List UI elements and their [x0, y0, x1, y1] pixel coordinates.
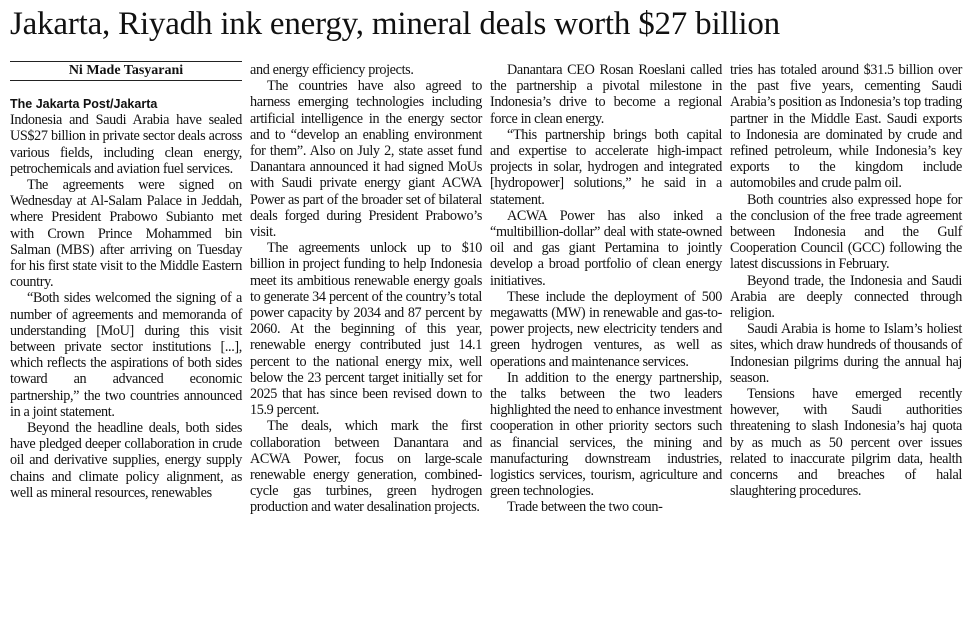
article-paragraph: These include the deployment of 500 megawatts (MW) in renewable and gas-to-power projects, new electricity tenders and green hydrogen ventures, as well as operations and maintenance services.	[490, 288, 722, 370]
article-paragraph: Tensions have emerged recently however, with Saudi authorities threatening to slash Indonesia’s haj quota by as much as 50 percent over issues related to inaccurate pilgrim data, health concerns and breaches of halal slaughtering procedures.	[730, 386, 962, 500]
byline-top-rule	[10, 61, 242, 62]
article-paragraph: ACWA Power has also inked a “multibillion-dollar” deal with state-owned oil and gas giant Pertamina to jointly develop a broad portfolio of clean energy initiatives.	[490, 207, 722, 289]
byline: Ni Made Tasyarani	[68, 63, 184, 78]
article-column-3	[490, 62, 722, 516]
article-column-2	[250, 62, 482, 516]
article-paragraph: Beyond trade, the Indonesia and Saudi Arabia are deeply connected through religion.	[730, 272, 962, 322]
article-paragraph: Trade between the two coun-	[507, 499, 663, 516]
article-paragraph: In addition to the energy partnership, the talks between the two leaders highlighted the need to enhance investment cooperation in other priority sectors such as financial services, the mining and manufacturing downstream industries, logistics services, tourism, agriculture and green technologies.	[490, 369, 722, 500]
article-paragraph: Beyond the headline deals, both sides have pledged deeper collaboration in crude oil and derivative supplies, energy supply chains and climate policy alignment, as well as mineral resources, renewables	[10, 420, 242, 501]
article-paragraph-continued: tries has totaled around $31.5 billion over the past five years, cementing Saudi Arabia’s position as Indonesia’s top trading partner in the Middle East. Saudi exports to Indonesia are dominated by crude and refined petroleum, while Indonesia’s key exports to the kingdom include automobiles and crude palm oil.	[730, 62, 962, 192]
article-paragraph: The agreements unlock up to $10 billion in project funding to help Indonesia meet its ambitious renewable energy goals to generate 34 percent of the country’s total power capacity by 2034 and 87 percent by 2060. At the beginning of this year, renewable energy contributed just 14.1 percent to the national energy mix, well below the 23 percent target initially set for 2025 that has since been revised down to 15.9 percent.	[250, 240, 482, 419]
dateline: The Jakarta Post/Jakarta	[10, 97, 158, 111]
article-paragraph: The deals, which mark the first collaboration between Danantara and ACWA Power, focus on large-scale renewable energy generation, combined-cycle gas turbines, green hydrogen production and water desalination projects.	[250, 418, 482, 516]
article-paragraph: “Both sides welcomed the signing of a number of agreements and memoranda of understanding [MoU] during this visit between private sector institutions [...], which reflects the aspirations of both sides toward an advanced economic partnership,” the two countries announced in a joint statement.	[10, 290, 242, 420]
article-paragraph-continued: and energy efficiency projects.	[250, 62, 414, 78]
article-paragraph: The countries have also agreed to harness emerging technologies including artificial intelligence in the energy sector and to “develop an enabling environment for them”. Also on July 2, state asset fund Danantara announced it had signed MoUs with Saudi private energy giant ACWA Power as part of the broader set of bilateral deals forged during President Prabowo’s visit.	[250, 78, 482, 241]
article-paragraph: Both countries also expressed hope for the conclusion of the free trade agreement between Indonesia and the Gulf Cooperation Council (GCC) following the latest discussions in February.	[730, 191, 962, 273]
article-paragraph: “This partnership brings both capital and expertise to accelerate high-impact projects in solar, hydrogen and integrated [hydropower] solutions,” he said in a statement.	[490, 126, 722, 208]
article-paragraph: Indonesia and Saudi Arabia have sealed US$27 billion in private sector deals across various fields, including clean energy, petrochemicals and aviation fuel services.	[10, 112, 242, 177]
article-paragraph: Danantara CEO Rosan Roeslani called the partnership a pivotal milestone in Indonesia’s drive to become a regional force in clean energy.	[490, 62, 722, 127]
article-column-1	[10, 96, 242, 501]
headline: Jakarta, Riyadh ink energy, mineral deals worth $27 billion	[10, 6, 780, 42]
article-paragraph: Saudi Arabia is home to Islam’s holiest sites, which draw hundreds of thousands of Indonesian pilgrims during the annual haj season.	[730, 321, 962, 386]
article-column-4	[730, 62, 962, 499]
article-paragraph: The agreements were signed on Wednesday at Al-Salam Palace in Jeddah, where President Prabowo Subianto met with Crown Prince Mohammed bin Salman (MBS) after arriving on Tuesday for his first state visit to the Middle Eastern country.	[10, 177, 242, 291]
byline-bottom-rule	[10, 80, 242, 81]
